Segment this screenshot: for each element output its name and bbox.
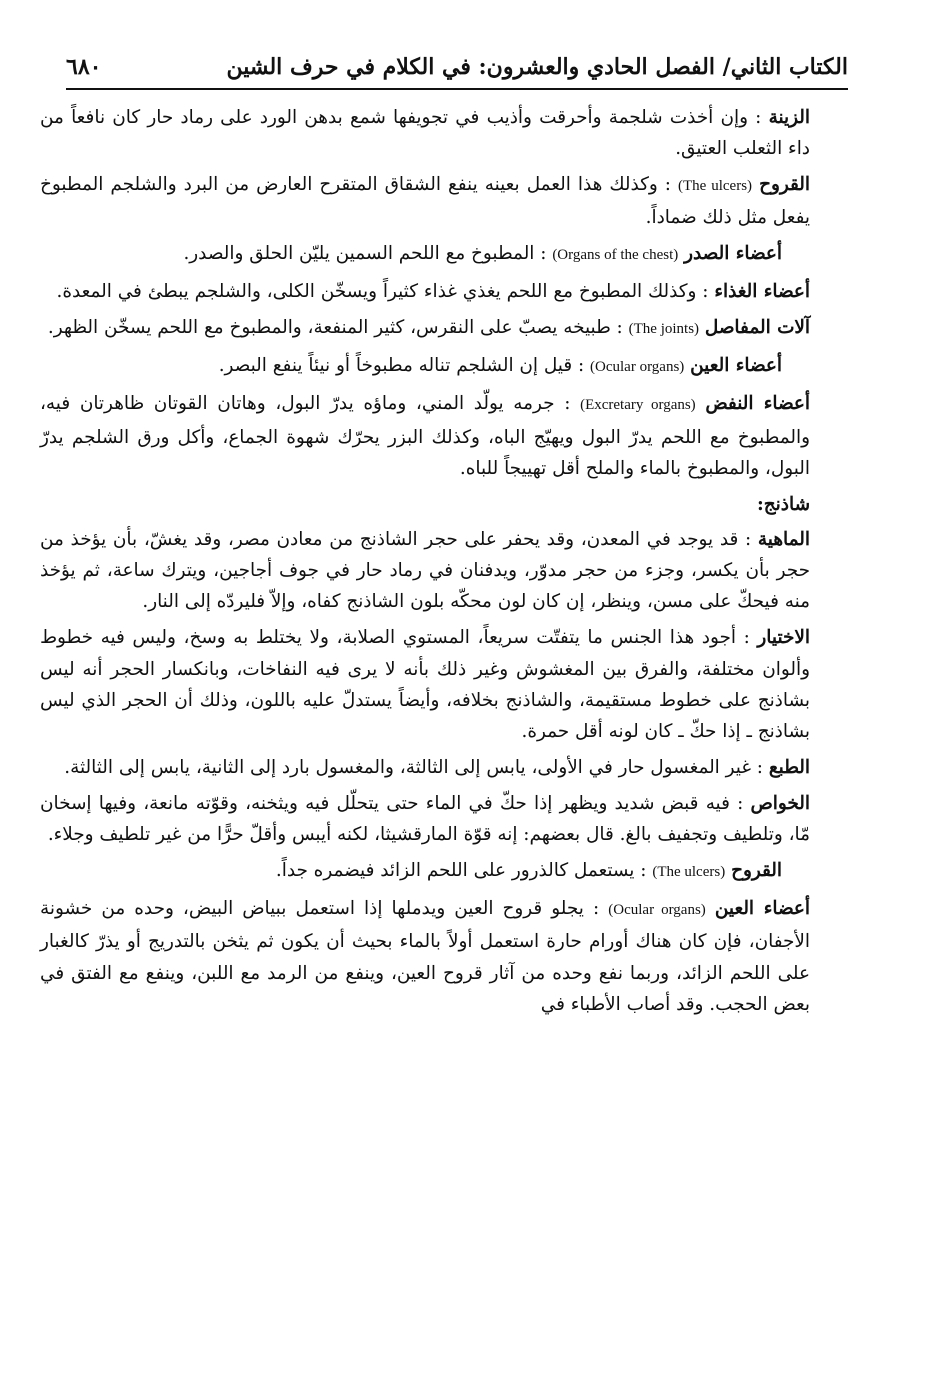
entry-paragraph: [40, 388, 810, 484]
entry-text: : طبيخه يصبّ على النقرس، كثير المنفعة، والمطبوخ مع اللحم يسخّن الظهر.: [47, 317, 623, 339]
entry-text: : المطبوخ مع اللحم السمين يليّن الحلق والصدر.: [183, 243, 547, 265]
entry-paragraph: [40, 893, 810, 1020]
entry-paragraph: [40, 350, 810, 383]
entry-text: : وكذلك هذا العمل بعينه ينفع الشقاق المتقرح العارض من البرد والشلجم المطبوخ يفعل مثل ذلك ضماداً.: [40, 174, 810, 229]
entry-text: : يستعمل كالذرور على اللحم الزائد فيضمره جداً.: [275, 860, 647, 882]
entry-paragraph: [40, 752, 810, 783]
entry-text: : فيه قبض شديد ويظهر إذا حكّ في الماء حتى يتحلّل فيه ويثخنه، وقوّته مانعة، وفيها إسخان مّا، وتلطيف وتجفيف بالغ. قال بعضهم: إنه قوّة المارقشيثا، لكنه أيبس وأقلّ حرًّا من غير تلطيف وجلاء.: [40, 793, 810, 846]
entry-paragraph: [40, 524, 810, 618]
running-title: الكتاب الثاني/ الفصل الحادي والعشرون: في الكلام في حرف الشين: [226, 54, 848, 80]
entry-text: : غير المغسول حار في الأولى، يابس إلى الثالثة، والمغسول بارد إلى الثانية، يابس إلى الثالثة.: [64, 757, 763, 779]
entry-term: أعضاء الصدر: [684, 243, 782, 265]
english-gloss: (The ulcers): [677, 178, 753, 195]
entry-term: أعضاء الغذاء: [714, 281, 810, 303]
english-gloss: (Organs of the chest): [552, 247, 679, 264]
english-gloss: (Excretary organs): [580, 397, 696, 414]
entry-paragraph: [40, 788, 810, 850]
entry-term: القروح: [731, 860, 782, 882]
entry-text: : قد يوجد في المعدن، وقد يحفر على حجر الشاذنج من معادن مصر، وقد يغشّ، بأن يؤخذ من حجر بأن يكسر، وجزء من حجر مدوّر، ويدفنان في رماد حار في جوف أجاجين، ويترك ساعة، ثم يؤخذ منه فيحكّ على مسن، وينظر، إن كان لون محكّه بلون الشاذنج كفاه، وإلاّ فليردّه إلى النار.: [40, 529, 810, 613]
entry-term: أعضاء العين: [690, 355, 782, 377]
entry-text: : أجود هذا الجنس ما يتفتّت سريعاً، المستوي الصلابة، ولا يختلط به وسخ، وليس فيه خطوط وألوان مختلفة، والفرق بين المغشوش وغير ذلك بأنه لا يرى فيه النفاخات، وبانكسار الحجر أنه ليس بشاذنج على خطوط مستقيمة، والشاذنج بخلافه، وأيضاً يستدلّ عليه باللون، وذلك أن الحجر الذي ليس بشاذنج ـ إذا حكّ ـ كان لونه أقل حمرة.: [40, 627, 810, 743]
entry-term: الماهية: [757, 529, 810, 551]
entry-term: آلات المفاصل: [704, 317, 810, 339]
entry-text: : وإن أخذت شلجمة وأحرقت وأذيب في تجويفها شمع بدهن الورد على رماد حار كان نافعاً من داء الثعلب العتيق.: [40, 107, 810, 160]
entry-term: الخواص: [750, 793, 810, 815]
entry-term: أعضاء العين: [714, 898, 810, 920]
english-gloss: (The joints): [628, 321, 700, 338]
entry-paragraph: [40, 276, 810, 307]
english-gloss: (The ulcers): [652, 864, 726, 881]
entry-term: أعضاء النفض: [705, 393, 810, 415]
entry-text: : يجلو قروح العين ويدملها إذا استعمل ببياض البيض، وحده من خشونة الأجفان، فإن كان هناك أورام حارة استعمل أولاً بالماء بحيث أن يكون ثم يثخن بالتدريج أو يذرّ كالغبار على اللحم الزائد، وربما نفع وحده من آثار قروح العين، وينفع من الرمد مع اللبن، وينفع مع الفتق في بعض الحجب. وقد أصاب الأطباء في: [40, 898, 810, 1015]
entry-paragraph: [40, 102, 810, 164]
entry-text: : جرمه يولّد المني، وماؤه يدرّ البول، وهاتان القوتان ظاهرتان فيه، والمطبوخ مع اللحم يدرّ البول ويهيّج الباه، وكذلك البزر يحرّك شهوة الجماع، وأكل ورق الشلجم يدرّ البول، والمطبوخ بالماء والملح أقل تهييجاً للباه.: [40, 393, 810, 479]
english-gloss: (Ocular organs): [590, 359, 685, 376]
entry-text: : قيل إن الشلجم تناله مطبوخاً أو نيئاً ينفع البصر.: [218, 355, 585, 377]
entry-paragraph: [40, 312, 810, 345]
entry-term: القروح: [759, 174, 810, 196]
page-header: [66, 36, 848, 90]
english-gloss: (Ocular organs): [608, 902, 706, 919]
section-heading: شاذنج:: [757, 493, 810, 515]
page-body: [40, 102, 810, 1025]
entry-term: الزينة: [768, 107, 810, 128]
entry-text: : وكذلك المطبوخ مع اللحم يغذي غذاء كثيراً ويسخّن الكلى، والشلجم يبطئ في المعدة.: [56, 281, 709, 303]
entry-paragraph: [40, 169, 810, 233]
entry-term: الطبع: [768, 757, 810, 779]
page-number: ٦٨٠: [66, 54, 102, 80]
entry-term: الاختيار: [757, 627, 810, 649]
entry-paragraph: [40, 622, 810, 747]
entry-paragraph: [40, 238, 810, 271]
entry-paragraph: [40, 855, 810, 888]
